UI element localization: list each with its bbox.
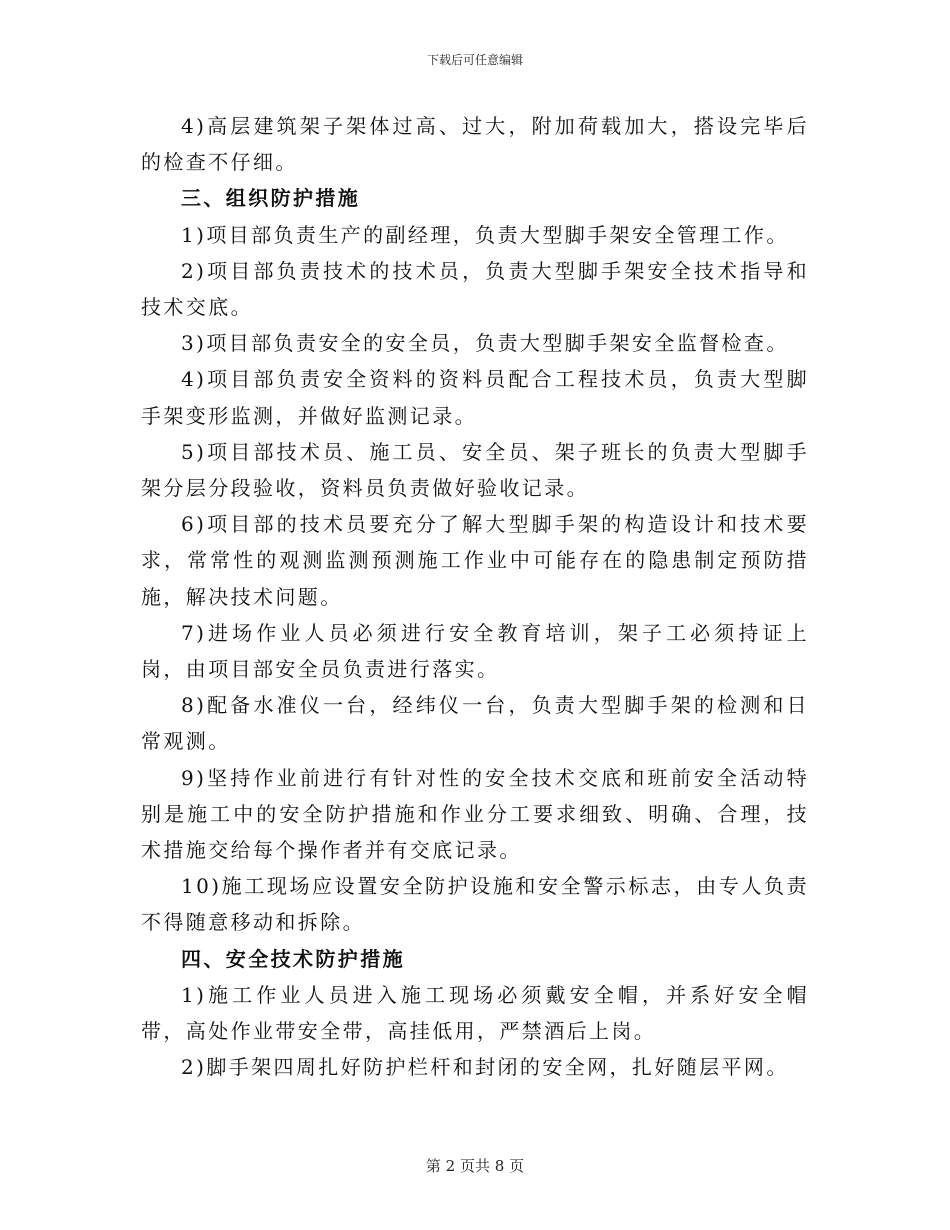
page-footer: 第 2 页共 8 页 bbox=[425, 1157, 525, 1175]
paragraph-item: 8)配备水准仪一台，经纬仪一台，负责大型脚手架的检测和日常观测。 bbox=[141, 693, 809, 754]
paragraph-item: 10)施工现场应设置安全防护设施和安全警示标志，由专人负责不得随意移动和拆除。 bbox=[141, 874, 809, 935]
paragraph-item: 9)坚持作业前进行有针对性的安全技术交底和班前安全活动特别是施工中的安全防护措施和作业分工要求细致、明确、合理，技术措施交给每个操作者并有交底记录。 bbox=[141, 765, 809, 863]
paragraph-item: 4)项目部负责安全资料的资料员配合工程技术员，负责大型脚手架变形监测，并做好监测记录。 bbox=[141, 367, 809, 428]
paragraph-item: 6)项目部的技术员要充分了解大型脚手架的构造设计和技术要求，常常性的观测监测预测施工作业中可能存在的隐患制定预防措施，解决技术问题。 bbox=[141, 512, 809, 609]
paragraph-item: 7)进场作业人员必须进行安全教育培训，架子工必须持证上岗，由项目部安全员负责进行落实。 bbox=[141, 620, 809, 682]
paragraph-item: 4)高层建筑架子架体过高、过大，附加荷载加大，搭设完毕后的检查不仔细。 bbox=[141, 114, 809, 175]
paragraph-item: 2)项目部负责技术的技术员，负责大型脚手架安全技术指导和技术交底。 bbox=[141, 258, 809, 320]
paragraph-item: 5)项目部技术员、施工员、安全员、架子班长的负责大型脚手架分层分段验收，资料员负责做好验收记录。 bbox=[141, 439, 809, 501]
paragraph-item: 3)项目部负责安全的安全员，负责大型脚手架安全监督检查。 bbox=[181, 331, 789, 356]
paragraph-item: 1)施工作业人员进入施工现场必须戴安全帽，并系好安全帽带，高处作业带安全带，高挂低用，严禁酒后上岗。 bbox=[141, 982, 809, 1044]
document-body bbox=[141, 108, 809, 1085]
section-heading: 三、组织防护措施 bbox=[181, 186, 361, 211]
paragraph-item: 1)项目部负责生产的副经理，负责大型脚手架安全管理工作。 bbox=[181, 222, 789, 247]
paragraph-item: 2)脚手架四周扎好防护栏杆和封闭的安全网，扎好随层平网。 bbox=[181, 1055, 789, 1080]
section-heading: 四、安全技术防护措施 bbox=[181, 946, 405, 971]
page-header: 下载后可任意编辑 bbox=[426, 53, 523, 67]
